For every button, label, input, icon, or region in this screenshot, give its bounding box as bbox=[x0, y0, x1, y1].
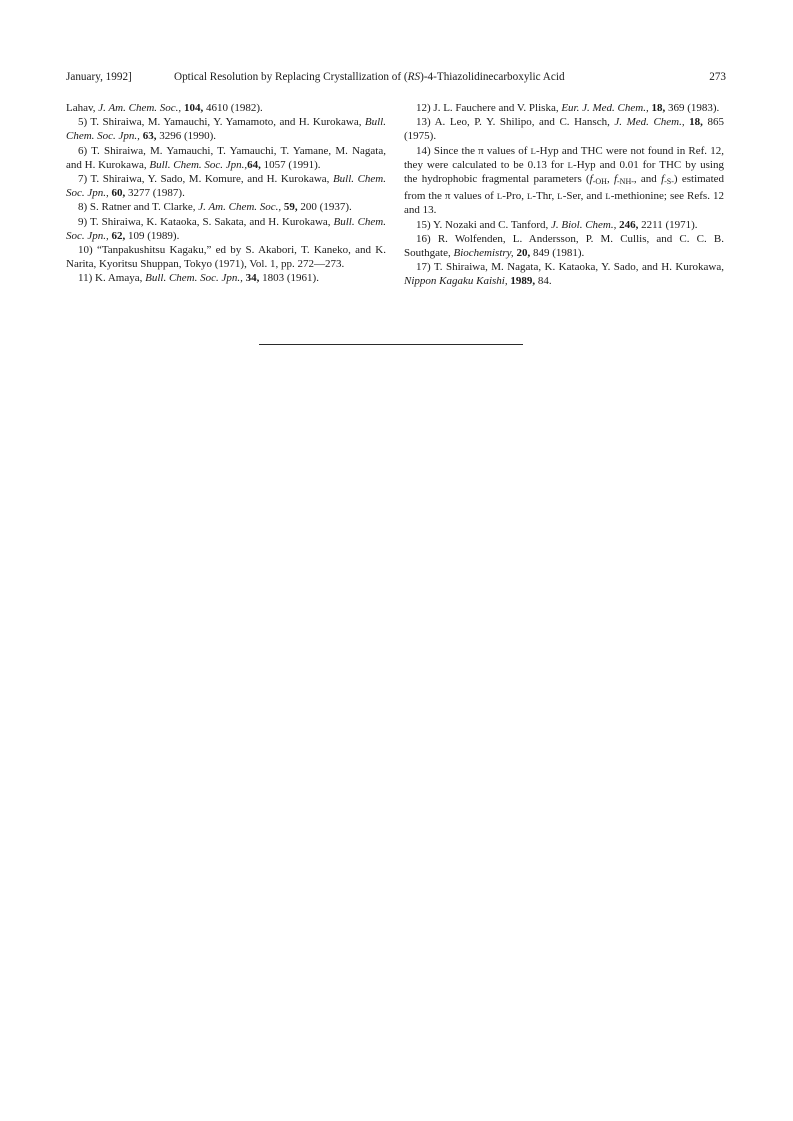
reference-10: 10) “Tanpakushitsu Kagaku,” ed by S. Akabori, T. Kaneko, and K. Narita, Kyoritsu Shuppan, Tokyo (1971), Vol. 1, pp. 272—273. bbox=[66, 244, 386, 271]
references-left-column bbox=[66, 101, 386, 286]
reference-5: 5) T. Shiraiwa, M. Yamauchi, Y. Yamamoto, and H. Kurokawa, Bull. Chem. Soc. Jpn., 63, 3296 (1990). bbox=[66, 116, 386, 143]
reference-14: 14) Since the π values of L-Hyp and THC were not found in Ref. 12, they were calculated to be 0.13 for L-Hyp and 0.01 for THC by using the hydrophobic fragmental parameters ($f_{-OH}$, $f_{-NH-}$, and $f_{-S-}$) estimated from the π values of L-Pro, L-Thr, L-Ser, and L-methionine; see Refs. 12 and 13. bbox=[404, 144, 725, 217]
reference-16: 16) R. Wolfenden, L. Andersson, P. M. Cullis, and C. C. B. Southgate, Biochemistry, 20, 849 (1981). bbox=[404, 232, 724, 260]
reference-17: 17) T. Shiraiwa, M. Nagata, K. Kataoka, Y. Sado, and H. Kurokawa, Nippon Kagaku Kaishi, 1989, 84. bbox=[404, 261, 724, 288]
references-right-column bbox=[404, 101, 724, 289]
reference-15: 15) Y. Nozaki and C. Tanford, J. Biol. Chem., 246, 2211 (1971). bbox=[416, 218, 698, 231]
reference-6: 6) T. Shiraiwa, M. Yamauchi, T. Yamauchi, T. Yamane, M. Nagata, and H. Kurokawa, Bull. Chem. Soc. Jpn.,64, 1057 (1991). bbox=[66, 144, 386, 171]
running-title: Optical Resolution by Replacing Crystallization of (RS)-4-Thiazolidinecarboxylic Acid bbox=[174, 71, 565, 83]
reference-4-continued: Lahav, J. Am. Chem. Soc., 104, 4610 (1982). bbox=[66, 102, 263, 114]
page-number: 273 bbox=[709, 71, 726, 83]
issue-date: January, 1992] bbox=[66, 71, 132, 83]
reference-12: 12) J. L. Fauchere and V. Pliska, Eur. J. Med. Chem., 18, 369 (1983). bbox=[416, 102, 720, 114]
reference-8: 8) S. Ratner and T. Clarke, J. Am. Chem. Soc., 59, 200 (1937). bbox=[78, 201, 352, 214]
reference-13: 13) A. Leo, P. Y. Shilipo, and C. Hansch, J. Med. Chem., 18, 865 (1975). bbox=[404, 116, 724, 143]
reference-9: 9) T. Shiraiwa, K. Kataoka, S. Sakata, and H. Kurokawa, Bull. Chem. Soc. Jpn., 62, 109 (1989). bbox=[66, 215, 386, 242]
reference-7: 7) T. Shiraiwa, Y. Sado, M. Komure, and H. Kurokawa, Bull. Chem. Soc. Jpn., 60, 3277 (1987). bbox=[66, 173, 386, 200]
reference-11: 11) K. Amaya, Bull. Chem. Soc. Jpn., 34, 1803 (1961). bbox=[78, 272, 319, 285]
end-of-article-rule bbox=[259, 344, 523, 345]
